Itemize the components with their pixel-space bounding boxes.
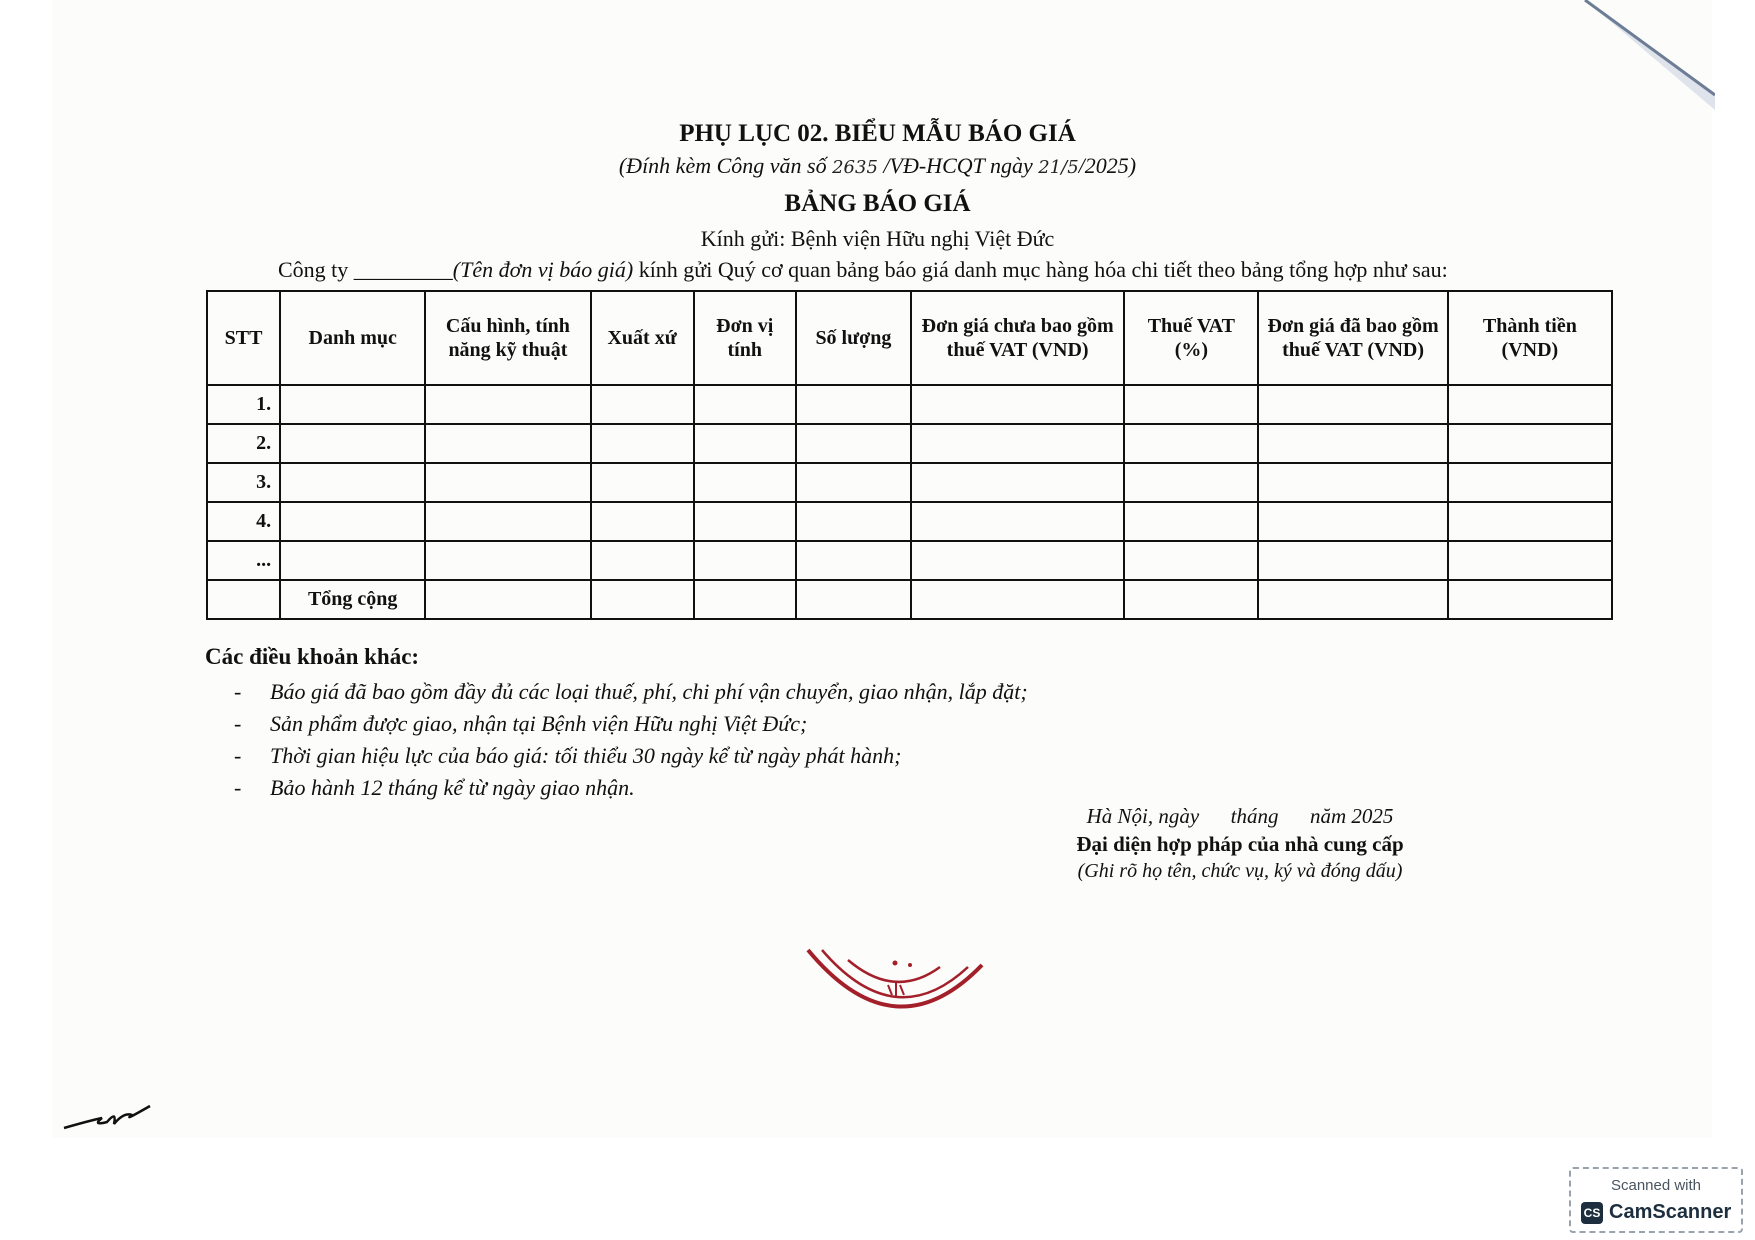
header-thanh-tien: Thành tiền (VND) xyxy=(1448,291,1612,385)
cell-so-luong[interactable] xyxy=(796,424,911,463)
cell-xuat-xu[interactable] xyxy=(591,502,694,541)
list-dash: - xyxy=(234,679,242,704)
cell-don-vi-tinh[interactable] xyxy=(694,502,796,541)
total-label: Tổng cộng xyxy=(280,580,425,619)
subtitle-prefix: (Đính kèm Công văn số xyxy=(618,153,827,178)
cell-danh-muc[interactable] xyxy=(280,385,425,424)
cell-don-vi-tinh[interactable] xyxy=(694,541,796,580)
cell-xuat-xu[interactable] xyxy=(591,385,694,424)
cell-thue-vat[interactable] xyxy=(1124,385,1258,424)
header-don-vi-tinh: Đơn vị tính xyxy=(694,291,796,385)
handwritten-date: 21/5 xyxy=(1038,157,1079,178)
signature-date-line: Hà Nội, ngày tháng năm 2025 xyxy=(1086,804,1394,828)
list-dash: - xyxy=(234,775,242,800)
header-thue-vat: Thuế VAT (%) xyxy=(1124,291,1258,385)
cell-danh-muc[interactable] xyxy=(280,541,425,580)
cell-cau-hinh[interactable] xyxy=(425,502,590,541)
handwritten-initials xyxy=(62,1100,152,1140)
table-row xyxy=(207,541,1612,580)
watermark-brand-name: CamScanner xyxy=(1609,1201,1732,1223)
table-row xyxy=(207,424,1612,463)
term-text: Báo giá đã bao gồm đầy đủ các loại thuế, phí, chi phí vận chuyển, giao nhận, lắp đặt; xyxy=(270,679,1028,704)
cell-danh-muc[interactable] xyxy=(280,502,425,541)
cell-don-gia-da-vat[interactable] xyxy=(1258,385,1447,424)
cell-so-luong[interactable] xyxy=(796,541,911,580)
row-number: 4. xyxy=(207,502,280,541)
intro-placeholder: (Tên đơn vị báo giá) xyxy=(452,257,634,282)
camscanner-watermark xyxy=(1569,1167,1743,1233)
header-xuat-xu: Xuất xứ xyxy=(591,291,694,385)
intro-paragraph xyxy=(278,257,1448,283)
total-cell[interactable] xyxy=(694,580,796,619)
cell-thanh-tien[interactable] xyxy=(1448,385,1612,424)
header-so-luong: Số lượng xyxy=(796,291,911,385)
handwritten-document-number: 2635 xyxy=(832,157,878,178)
intro-rest: kính gửi Quý cơ quan bảng báo giá danh mục hàng hóa chi tiết theo bảng tổng hợp như sau: xyxy=(633,257,1448,282)
total-empty-cell xyxy=(207,580,280,619)
total-cell[interactable] xyxy=(1124,580,1258,619)
cell-don-vi-tinh[interactable] xyxy=(694,424,796,463)
total-cell[interactable] xyxy=(1258,580,1447,619)
header-don-gia-da-vat: Đơn giá đã bao gồm thuế VAT (VND) xyxy=(1258,291,1447,385)
header-don-gia-chua-vat: Đơn giá chưa bao gồm thuế VAT (VND) xyxy=(911,291,1124,385)
row-number: ... xyxy=(207,541,280,580)
signature-title: Đại diện hợp pháp của nhà cung cấp xyxy=(1076,832,1404,856)
header-stt: STT xyxy=(207,291,280,385)
list-dash: - xyxy=(234,711,242,736)
total-cell[interactable] xyxy=(796,580,911,619)
table-row xyxy=(207,502,1612,541)
list-item xyxy=(234,772,1028,804)
cell-cau-hinh[interactable] xyxy=(425,541,590,580)
watermark-top-text: Scanned with xyxy=(1610,1177,1702,1194)
term-text: Thời gian hiệu lực của báo giá: tối thiểu 30 ngày kể từ ngày phát hành; xyxy=(270,743,902,768)
cell-so-luong[interactable] xyxy=(796,463,911,502)
cell-cau-hinh[interactable] xyxy=(425,385,590,424)
document-title: PHỤ LỤC 02. BIỂU MẪU BÁO GIÁ xyxy=(679,120,1076,147)
total-cell[interactable] xyxy=(911,580,1124,619)
cell-thue-vat[interactable] xyxy=(1124,541,1258,580)
cell-xuat-xu[interactable] xyxy=(591,463,694,502)
cell-xuat-xu[interactable] xyxy=(591,541,694,580)
cell-don-gia-da-vat[interactable] xyxy=(1258,541,1447,580)
row-number: 1. xyxy=(207,385,280,424)
cell-don-gia-chua-vat[interactable] xyxy=(911,463,1124,502)
cell-don-gia-chua-vat[interactable] xyxy=(911,424,1124,463)
table-row xyxy=(207,385,1612,424)
terms-list xyxy=(234,676,1028,804)
cell-so-luong[interactable] xyxy=(796,502,911,541)
cell-don-vi-tinh[interactable] xyxy=(694,463,796,502)
cell-cau-hinh[interactable] xyxy=(425,463,590,502)
total-cell[interactable] xyxy=(425,580,590,619)
total-cell[interactable] xyxy=(1448,580,1612,619)
cell-cau-hinh[interactable] xyxy=(425,424,590,463)
cell-thanh-tien[interactable] xyxy=(1448,502,1612,541)
red-seal-fragment xyxy=(800,945,990,1035)
list-item xyxy=(234,740,1028,772)
term-text: Bảo hành 12 tháng kể từ ngày giao nhận. xyxy=(270,775,635,800)
list-item xyxy=(234,708,1028,740)
header-cau-hinh: Cấu hình, tính năng kỹ thuật xyxy=(425,291,590,385)
intro-lead: Công ty _________ xyxy=(278,257,453,282)
cell-danh-muc[interactable] xyxy=(280,463,425,502)
total-cell[interactable] xyxy=(591,580,694,619)
cell-don-gia-da-vat[interactable] xyxy=(1258,502,1447,541)
table-total-row xyxy=(207,580,1612,619)
subtitle-suffix: /2025) xyxy=(1078,153,1137,178)
header-danh-muc: Danh mục xyxy=(280,291,425,385)
page-corner-fold xyxy=(1525,0,1715,110)
cell-don-gia-chua-vat[interactable] xyxy=(911,541,1124,580)
row-number: 3. xyxy=(207,463,280,502)
subtitle-mid: /VĐ-HCQT ngày xyxy=(883,153,1033,178)
list-dash: - xyxy=(234,743,242,768)
quote-heading: BẢNG BÁO GIÁ xyxy=(784,190,971,217)
term-text: Sản phẩm được giao, nhận tại Bệnh viện Hữu nghị Việt Đức; xyxy=(270,711,808,736)
cell-don-gia-chua-vat[interactable] xyxy=(911,385,1124,424)
cell-so-luong[interactable] xyxy=(796,385,911,424)
cell-thue-vat[interactable] xyxy=(1124,463,1258,502)
cell-thanh-tien[interactable] xyxy=(1448,424,1612,463)
cell-don-gia-chua-vat[interactable] xyxy=(911,502,1124,541)
cell-don-gia-da-vat[interactable] xyxy=(1258,463,1447,502)
cell-thanh-tien[interactable] xyxy=(1448,463,1612,502)
table-row xyxy=(207,463,1612,502)
signature-note: (Ghi rõ họ tên, chức vụ, ký và đóng dấu) xyxy=(1077,860,1403,882)
table-header-row xyxy=(207,291,1612,385)
cell-danh-muc[interactable] xyxy=(280,424,425,463)
row-number: 2. xyxy=(207,424,280,463)
recipient-line: Kính gửi: Bệnh viện Hữu nghị Việt Đức xyxy=(700,226,1055,251)
terms-title: Các điều khoản khác: xyxy=(205,644,420,669)
cell-don-vi-tinh[interactable] xyxy=(694,385,796,424)
cell-thanh-tien[interactable] xyxy=(1448,541,1612,580)
list-item xyxy=(234,676,1028,708)
cell-thue-vat[interactable] xyxy=(1124,502,1258,541)
cell-xuat-xu[interactable] xyxy=(591,424,694,463)
quote-table xyxy=(206,290,1613,620)
cell-don-gia-da-vat[interactable] xyxy=(1258,424,1447,463)
cell-thue-vat[interactable] xyxy=(1124,424,1258,463)
document-subtitle xyxy=(0,153,1755,179)
camscanner-logo-icon: CS xyxy=(1581,1202,1603,1224)
